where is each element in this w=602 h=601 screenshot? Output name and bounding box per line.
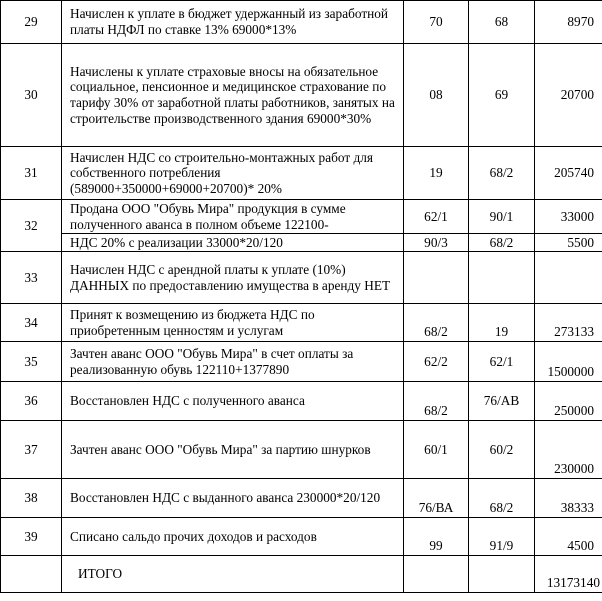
amount: 230000 (535, 421, 602, 479)
operation-description: Восстановлен НДС с выданного аванса 230000*20/120 (62, 479, 404, 518)
table-row (1, 147, 602, 200)
row-number: 33 (1, 252, 62, 304)
amount: 20700 (535, 44, 602, 147)
operation-description: Принят к возмещению из бюджета НДС по приобретенным ценностям и услугам (62, 304, 404, 342)
table-row (1, 479, 602, 518)
row-number: 32 (1, 200, 62, 252)
operation-description: Начислен НДС с арендной платы к уплате (10%) ДАННЫХ по предоставлению имущества в аренду НЕТ (62, 252, 404, 304)
debit-account: 62/1 (404, 200, 469, 234)
debit-account: 62/2 (404, 342, 469, 382)
credit-account: 62/1 (469, 342, 535, 382)
debit-account: 76/ВА (404, 479, 469, 518)
total-credit-cell (469, 556, 535, 593)
operation-description: НДС 20% с реализации 33000*20/120 (62, 234, 404, 252)
row-number: 36 (1, 382, 62, 421)
total-number-cell (1, 556, 62, 593)
row-number: 38 (1, 479, 62, 518)
debit-account: 68/2 (404, 382, 469, 421)
amount: 33000 (535, 200, 602, 234)
total-label: ИТОГО (62, 556, 404, 593)
table-row (1, 44, 602, 147)
credit-account: 76/АВ (469, 382, 535, 421)
amount: 1500000 (535, 342, 602, 382)
operation-description: Начислен к уплате в бюджет удержанный из заработной платы НДФЛ по ставке 13% 69000*13% (62, 1, 404, 44)
credit-account: 90/1 (469, 200, 535, 234)
amount: 4500 (535, 518, 602, 556)
amount: 8970 (535, 1, 602, 44)
credit-account: 68/2 (469, 479, 535, 518)
table-row (1, 304, 602, 342)
credit-account: 68/2 (469, 234, 535, 252)
operation-description: Зачтен аванс ООО "Обувь Мира" за партию шнурков (62, 421, 404, 479)
operation-description: Продана ООО "Обувь Мира" продукция в сумме полученного аванса в полном объеме 122100- (62, 200, 404, 234)
credit-account: 19 (469, 304, 535, 342)
credit-account: 60/2 (469, 421, 535, 479)
amount: 250000 (535, 382, 602, 421)
credit-account: 68/2 (469, 147, 535, 200)
row-number: 35 (1, 342, 62, 382)
row-number: 39 (1, 518, 62, 556)
amount: 5500 (535, 234, 602, 252)
table-row (1, 1, 602, 44)
debit-account (404, 252, 469, 304)
table-row (1, 518, 602, 556)
amount: 205740 (535, 147, 602, 200)
row-number: 29 (1, 1, 62, 44)
table-row (1, 342, 602, 382)
table-row (1, 234, 602, 252)
total-debit-cell (404, 556, 469, 593)
operation-description: Зачтен аванс ООО "Обувь Мира" в счет оплаты за реализованную обувь 122110+1377890 (62, 342, 404, 382)
total-row (1, 556, 602, 593)
debit-account: 99 (404, 518, 469, 556)
row-number: 31 (1, 147, 62, 200)
credit-account: 91/9 (469, 518, 535, 556)
amount (535, 252, 602, 304)
operation-description: Восстановлен НДС с полученного аванса (62, 382, 404, 421)
debit-account: 90/3 (404, 234, 469, 252)
operation-description: Списано сальдо прочих доходов и расходов (62, 518, 404, 556)
credit-account: 68 (469, 1, 535, 44)
table-row (1, 382, 602, 421)
total-amount: 13173140 (535, 556, 602, 593)
debit-account: 19 (404, 147, 469, 200)
table-row (1, 200, 602, 234)
row-number: 30 (1, 44, 62, 147)
amount: 38333 (535, 479, 602, 518)
debit-account: 68/2 (404, 304, 469, 342)
debit-account: 70 (404, 1, 469, 44)
debit-account: 60/1 (404, 421, 469, 479)
row-number: 34 (1, 304, 62, 342)
row-number: 37 (1, 421, 62, 479)
table-row (1, 252, 602, 304)
debit-account: 08 (404, 44, 469, 147)
table-row (1, 421, 602, 479)
operation-description: Начислен НДС со строительно-монтажных работ для собственного потребления (589000+350000+69000+20700)* 20% (62, 147, 404, 200)
amount: 273133 (535, 304, 602, 342)
operation-description: Начислены к уплате страховые вносы на обязательное социальное, пенсионное и медицинское страхование по тарифу 30% от заработной платы работников, занятых на строительстве производственного здания 69000*30% (62, 44, 404, 147)
credit-account (469, 252, 535, 304)
credit-account: 69 (469, 44, 535, 147)
